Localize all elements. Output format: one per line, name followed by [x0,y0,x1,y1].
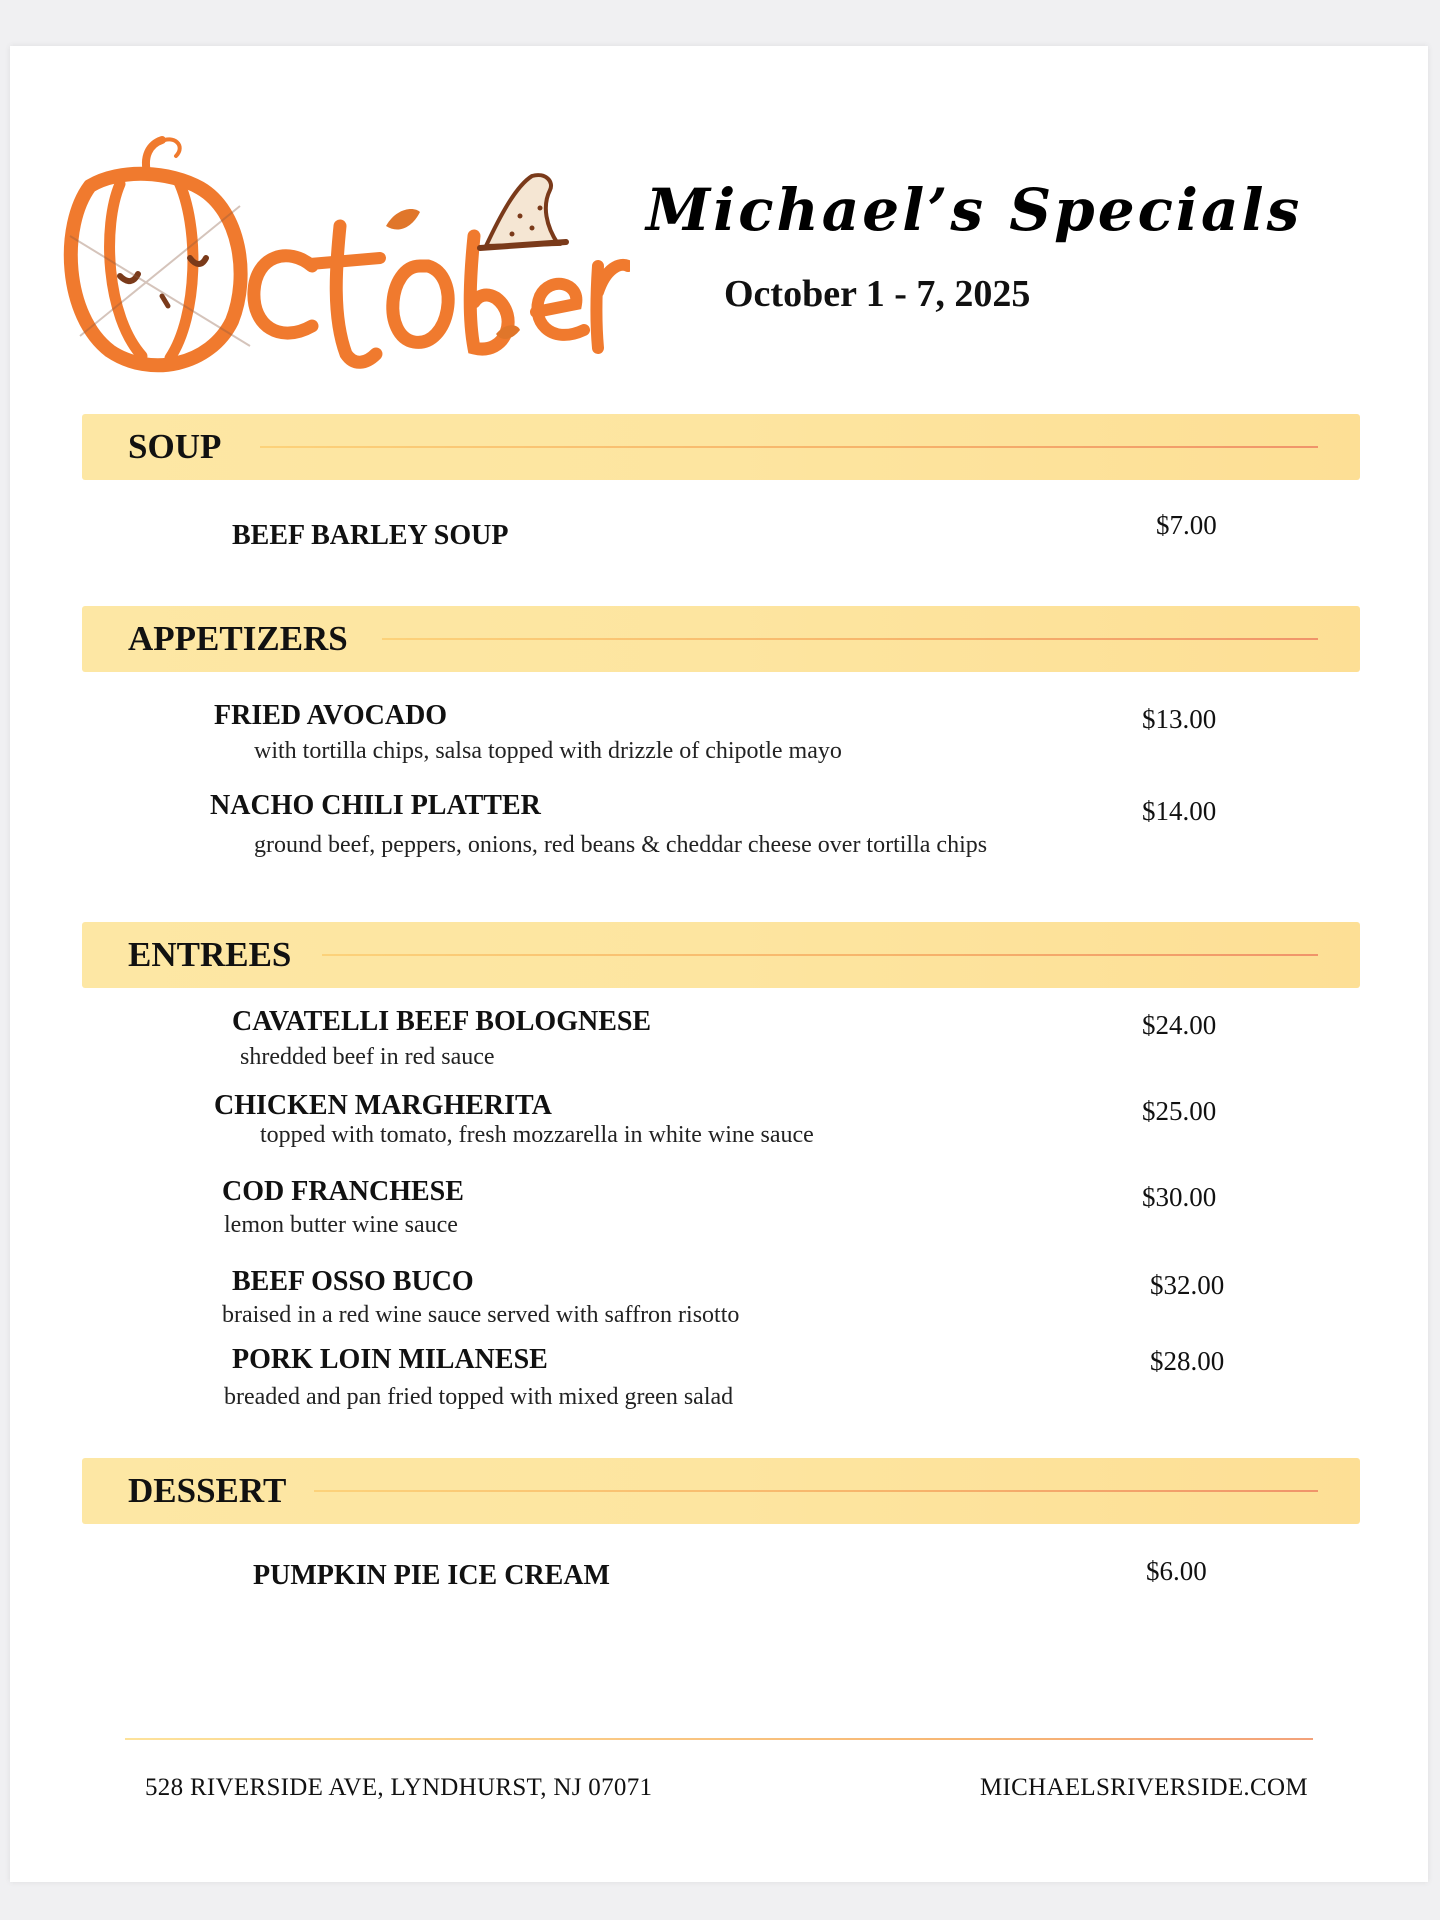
section-header-appetizers [82,606,1360,672]
section-title: DESSERT [128,1471,287,1510]
menu-item-description: ground beef, peppers, onions, red beans & cheddar cheese over tortilla chips [254,832,988,858]
menu-item-name: FRIED AVOCADO [214,700,448,731]
leaf-icon [386,209,420,230]
footer-divider [125,1738,1313,1740]
section-title: SOUP [128,427,222,466]
menu-item-name: PUMPKIN PIE ICE CREAM [253,1560,610,1591]
small-leaf-icon [496,325,520,339]
menu-item-price: $30.00 [1142,1182,1217,1212]
menu-item-name: NACHO CHILI PLATTER [210,790,541,821]
section-title: ENTREES [128,935,292,974]
menu-item-description: braised in a red wine sauce served with saffron risotto [222,1302,740,1328]
menu-item-name: BEEF BARLEY SOUP [232,520,509,551]
menu-item-name: COD FRANCHESE [222,1176,464,1207]
menu-item-name: CAVATELLI BEEF BOLOGNESE [232,1006,652,1037]
section-divider [260,446,1318,448]
page-title: Michael’s Specials [646,176,1303,244]
menu-item-name: PORK LOIN MILANESE [232,1344,548,1375]
menu-item-price: $7.00 [1156,510,1217,540]
date-range: October 1 - 7, 2025 [724,273,1031,315]
menu-item-description: topped with tomato, fresh mozzarella in white wine sauce [260,1122,814,1148]
witch-hat-icon [480,175,566,248]
footer-address: 528 RIVERSIDE AVE, LYNDHURST, NJ 07071 [145,1774,653,1801]
menu-item-name: BEEF OSSO BUCO [232,1266,474,1297]
menu-item-description: with tortilla chips, salsa topped with drizzle of chipotle mayo [254,738,842,764]
logo-text: October [50,116,54,117]
section-header-dessert [82,1458,1360,1524]
section-header-soup [82,414,1360,480]
menu-item-price: $6.00 [1146,1556,1207,1586]
footer-website[interactable]: MICHAELSRIVERSIDE.COM [980,1774,1308,1801]
menu-item-description: shredded beef in red sauce [240,1044,495,1070]
menu-item-description: breaded and pan fried topped with mixed green salad [224,1384,734,1410]
october-logo [50,116,630,376]
menu-item-price: $32.00 [1150,1270,1225,1300]
section-divider [322,954,1318,956]
section-header-entrees [82,922,1360,988]
menu-item-price: $25.00 [1142,1096,1217,1126]
pumpkin-icon [70,139,250,365]
section-divider [314,1490,1318,1492]
section-divider [382,638,1318,640]
menu-page [10,46,1428,1882]
menu-item-price: $13.00 [1142,704,1217,734]
menu-item-price: $14.00 [1142,796,1217,826]
menu-item-price: $28.00 [1150,1346,1225,1376]
menu-item-description: lemon butter wine sauce [224,1212,458,1238]
menu-item-name: CHICKEN MARGHERITA [214,1090,552,1121]
menu-item-price: $24.00 [1142,1010,1217,1040]
section-title: APPETIZERS [128,619,348,658]
